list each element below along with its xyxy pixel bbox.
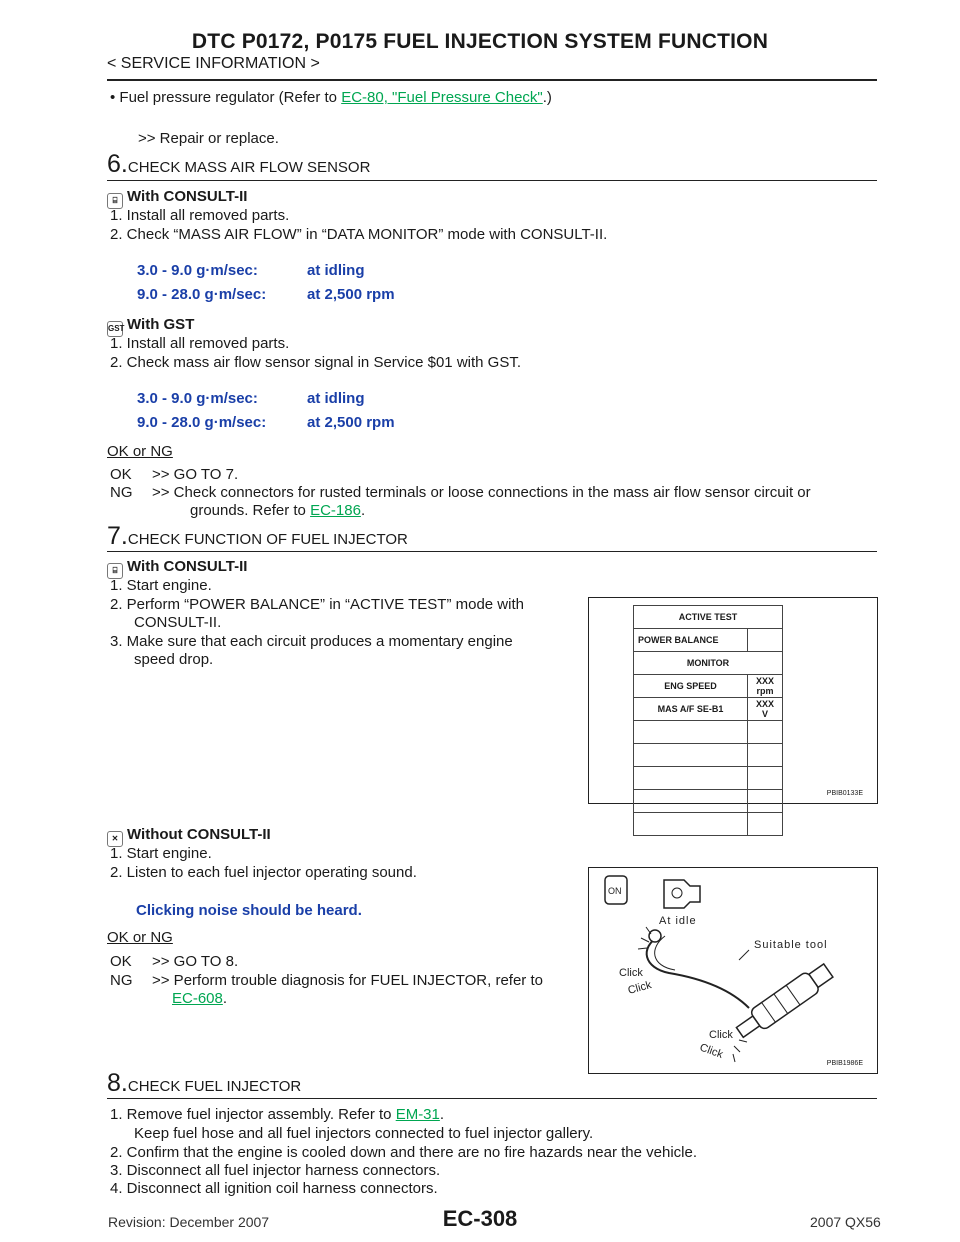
step6-heading: 6.CHECK MASS AIR FLOW SENSOR xyxy=(107,150,371,178)
click-label: Click xyxy=(619,967,643,979)
click-label: Click xyxy=(626,979,653,997)
step6-gst-step-2: 2. Check mass air flow sensor signal in Service $01 with GST. xyxy=(110,354,521,371)
step8-heading: 8.CHECK FUEL INJECTOR xyxy=(107,1069,302,1097)
spec-value: 9.0 - 28.0 g·m/sec: xyxy=(137,414,267,431)
step7-ok-text: >> GO TO 8. xyxy=(152,953,239,970)
eng-speed-value: XXX rpm xyxy=(748,675,783,698)
injector-sound-figure xyxy=(588,867,878,1074)
spec-value: 9.0 - 28.0 g·m/sec: xyxy=(137,286,267,303)
power-balance-cell: POWER BALANCE xyxy=(634,629,748,652)
page-number: EC-308 xyxy=(442,1206,518,1231)
ec-186-link[interactable]: EC-186 xyxy=(310,502,361,519)
click-label: Click xyxy=(709,1029,733,1041)
spec-condition: at 2,500 rpm xyxy=(307,286,395,303)
maf-value: XXX V xyxy=(748,698,783,721)
step6-gst-label: GST With GST xyxy=(107,316,194,337)
consult-icon: ⌸ xyxy=(107,193,123,209)
model-year: 2007 QX56 xyxy=(810,1214,881,1230)
step7-consult-step-3b: speed drop. xyxy=(134,651,214,668)
step6-rule xyxy=(107,180,877,181)
step6-ng-text2: grounds. Refer to EC-186. xyxy=(190,502,366,519)
monitor-cell: MONITOR xyxy=(634,652,783,675)
ec-608-link[interactable]: EC-608 xyxy=(172,990,223,1007)
step8-rule xyxy=(107,1098,877,1099)
step7-rule xyxy=(107,551,877,552)
step7-ng-text: >> Perform trouble diagnosis for FUEL INJECTOR, refer to xyxy=(152,972,543,989)
active-test-table xyxy=(633,605,783,836)
step8-step-1b: Keep fuel hose and all fuel injectors connected to fuel injector gallery. xyxy=(134,1125,594,1142)
section-subtitle: < SERVICE INFORMATION > xyxy=(107,55,320,72)
step7-ok-label: OK xyxy=(110,953,132,970)
click-label: Click xyxy=(697,1041,725,1061)
step6-ok-label: OK xyxy=(110,466,132,483)
active-test-figure xyxy=(588,597,878,804)
eng-speed-cell: ENG SPEED xyxy=(634,675,748,698)
intro-bullet: • Fuel pressure regulator (Refer to EC-80, "Fuel Pressure Check".) xyxy=(110,89,552,106)
step7-ng-link-line: EC-608. xyxy=(172,990,228,1007)
step7-consult-label: ⌸ With CONSULT-II xyxy=(107,558,247,579)
step7-without-step-2: 2. Listen to each fuel injector operating sound. xyxy=(110,864,417,881)
step7-heading: 7.CHECK FUNCTION OF FUEL INJECTOR xyxy=(107,522,408,550)
step6-consult-step-2: 2. Check “MASS AIR FLOW” in “DATA MONITOR” mode with CONSULT-II. xyxy=(110,226,608,243)
step6-gst-step-1: 1. Install all removed parts. xyxy=(110,335,290,352)
revision-date: Revision: December 2007 xyxy=(108,1214,270,1230)
at-idle-label: At idle xyxy=(659,915,697,927)
step6-okng: OK or NG xyxy=(107,443,173,460)
step8-step-4: 4. Disconnect all ignition coil harness connectors. xyxy=(110,1180,438,1197)
step7-consult-step-2: 2. Perform “POWER BALANCE” in “ACTIVE TEST” mode with xyxy=(110,596,524,613)
step6-ok-text: >> GO TO 7. xyxy=(152,466,239,483)
spec-value: 3.0 - 9.0 g·m/sec: xyxy=(137,262,258,279)
step7-consult-step-2b: CONSULT-II. xyxy=(134,614,222,631)
no-consult-icon: ✕ xyxy=(107,831,123,847)
clicking-spec: Clicking noise should be heard. xyxy=(136,902,362,919)
maf-cell: MAS A/F SE-B1 xyxy=(634,698,748,721)
em-31-link[interactable]: EM-31 xyxy=(395,1106,440,1123)
step7-consult-step-3: 3. Make sure that each circuit produces a momentary engine xyxy=(110,633,513,650)
active-test-header: ACTIVE TEST xyxy=(634,606,783,629)
spec-condition: at idling xyxy=(307,390,365,407)
spec-condition: at idling xyxy=(307,262,365,279)
step7-okng: OK or NG xyxy=(107,929,173,946)
step7-consult-step-1: 1. Start engine. xyxy=(110,577,212,594)
fuel-pressure-check-link[interactable]: EC-80, "Fuel Pressure Check" xyxy=(341,89,543,106)
step6-ng-text: >> Check connectors for rusted terminals or loose connections in the mass air flow sensor circuit or xyxy=(152,484,811,501)
suitable-tool-label: Suitable tool xyxy=(754,939,828,951)
step7-without-step-1: 1. Start engine. xyxy=(110,845,212,862)
gst-icon: GST xyxy=(107,321,123,337)
step7-without-label: ✕ Without CONSULT-II xyxy=(107,826,271,847)
page-title: DTC P0172, P0175 FUEL INJECTION SYSTEM FUNCTION xyxy=(191,30,769,53)
spec-value: 3.0 - 9.0 g·m/sec: xyxy=(137,390,258,407)
consult-icon: ⌸ xyxy=(107,563,123,579)
step6-ng-label: NG xyxy=(110,484,133,501)
ignition-on-label: ON xyxy=(608,886,622,896)
injector-illustration xyxy=(589,868,877,1073)
step7-ng-label: NG xyxy=(110,972,133,989)
step8-step-1: 1. Remove fuel injector assembly. Refer to EM-31. xyxy=(110,1106,445,1123)
header-rule xyxy=(107,79,877,81)
step6-consult-label: ⌸ With CONSULT-II xyxy=(107,188,247,209)
step6-consult-step-1: 1. Install all removed parts. xyxy=(110,207,290,224)
figure2-code: PBIB1986E xyxy=(826,1060,863,1067)
spec-condition: at 2,500 rpm xyxy=(307,414,395,431)
step8-step-3: 3. Disconnect all fuel injector harness connectors. xyxy=(110,1162,441,1179)
step8-step-2: 2. Confirm that the engine is cooled down and there are no fire hazards near the vehicle. xyxy=(110,1144,698,1161)
intro-action: >> Repair or replace. xyxy=(138,130,279,147)
figure1-code: PBIB0133E xyxy=(826,790,863,797)
